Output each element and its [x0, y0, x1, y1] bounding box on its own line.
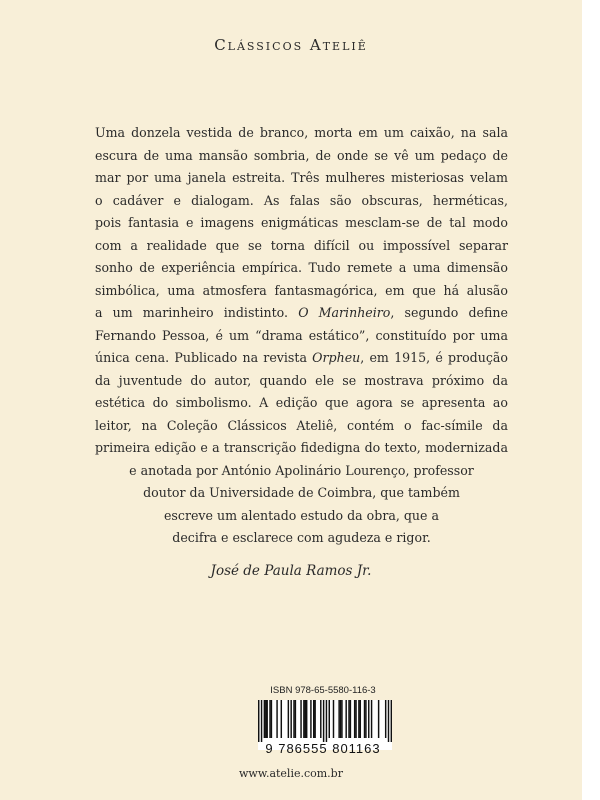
- magazine-title-italic: Orpheu: [312, 350, 361, 365]
- isbn-label: ISBN 978-65-5580-116-3: [270, 685, 376, 696]
- blurb-line: leitor, na Coleção Clássicos Ateliê, contém o fac-símile da: [95, 417, 508, 433]
- barcode-bar: [350, 700, 351, 738]
- barcode-bar: [303, 700, 304, 738]
- barcode-bar: [341, 700, 342, 738]
- blurb-line: decifra e esclarece com agudeza e rigor.: [172, 530, 431, 545]
- barcode-bar: [354, 700, 355, 738]
- blurb-line: estética do simbolismo. A edição que agora se apresenta ao: [95, 395, 508, 410]
- blurb-line: escura de uma mansão sombria, de onde se vê um pedaço de: [95, 147, 508, 163]
- barcode-bar: [326, 700, 327, 742]
- barcode-bar: [305, 700, 306, 738]
- barcode-bar: [368, 700, 369, 738]
- book-title-italic: O Marinheiro: [298, 305, 391, 320]
- barcode-bar: [295, 700, 296, 738]
- blurb-line: pois fantasia e imagens enigmáticas mesclam-se de tal modo: [95, 215, 508, 230]
- blurb-line: Uma donzela vestida de branco, morta em um caixão, na sala: [95, 125, 508, 140]
- barcode-bar: [320, 700, 321, 738]
- blurb-line: com a realidade que se torna difícil ou impossível separar: [95, 237, 508, 253]
- barcode-bar: [281, 700, 282, 738]
- barcode-bar: [378, 700, 379, 738]
- barcode-bar: [313, 700, 314, 738]
- barcode-bar: [293, 700, 294, 738]
- barcode-bar: [348, 700, 349, 738]
- blurb-line: [95, 347, 508, 370]
- blurb-line: da juventude do autor, quando ele se mostrava próximo da: [95, 372, 508, 388]
- barcode-bar: [271, 700, 272, 738]
- barcode-bar: [371, 700, 372, 738]
- barcode-bar: [310, 700, 311, 738]
- barcode-bar: [261, 700, 262, 742]
- blurb-line-part: , em 1915, é produção: [360, 350, 508, 365]
- barcode-bar: [358, 700, 359, 738]
- blurb-line: [95, 302, 508, 325]
- barcode-bar: [355, 700, 356, 738]
- barcode-bar: [264, 700, 265, 738]
- blurb-line: escreve um alentado estudo da obra, que a: [163, 507, 439, 523]
- barcode-bar: [329, 700, 330, 738]
- barcode-bar: [340, 700, 341, 738]
- barcode-bar: [265, 700, 266, 738]
- blurb-author: José de Paula Ramos Jr.: [210, 563, 372, 579]
- barcode-bar: [345, 700, 346, 738]
- barcode-bar: [300, 700, 301, 738]
- publisher-website[interactable]: www.atelie.com.br: [239, 767, 343, 780]
- blurb-line: sonho de experiência empírica. Tudo remete a uma dimensão: [95, 260, 508, 275]
- barcode-bar: [314, 700, 315, 738]
- barcode-bar: [385, 700, 386, 738]
- barcode-bar: [391, 700, 392, 742]
- barcode-bar: [288, 700, 289, 738]
- barcode-bar: [364, 700, 365, 738]
- barcode-digits: 9 786555 801163: [265, 741, 381, 756]
- blurb-line: Fernando Pessoa, é um “drama estático”, constituído por uma: [95, 327, 508, 343]
- page-edge: [582, 0, 600, 800]
- barcode-bar: [388, 700, 389, 742]
- barcode-bar: [276, 700, 277, 738]
- barcode-bar: [333, 700, 334, 738]
- blurb-text: [95, 122, 508, 550]
- barcode-bar: [290, 700, 291, 738]
- blurb-line: primeira edição e a transcrição fidedigna do texto, modernizada: [95, 440, 508, 455]
- barcode-bar: [258, 700, 259, 742]
- series-title: Clássicos Ateliê: [214, 36, 368, 54]
- blurb-line-part: única cena. Publicado na revista: [95, 350, 307, 365]
- barcode-bar: [360, 700, 361, 738]
- barcode-bar: [269, 700, 270, 738]
- blurb-line: e anotada por António Apolinário Lourenço, professor: [129, 462, 474, 478]
- blurb-line: doutor da Universidade de Coimbra, que também: [143, 485, 460, 500]
- barcode-bar: [306, 700, 307, 738]
- blurb-line-part: a um marinheiro indistinto.: [95, 305, 289, 320]
- blurb-line: simbólica, uma atmosfera fantasmagórica, em que há alusão: [95, 282, 508, 298]
- blurb-line-part: , segundo define: [390, 305, 508, 320]
- barcode-bars: [258, 700, 392, 742]
- blurb-line: mar por uma janela estreita. Três mulheres misteriosas velam: [95, 170, 508, 185]
- blurb-line: o cadáver e dialogam. As falas são obscuras, herméticas,: [95, 192, 508, 208]
- barcode-bar: [323, 700, 324, 742]
- barcode-bar: [338, 700, 339, 738]
- barcode-bar: [365, 700, 366, 738]
- barcode-bar: [266, 700, 267, 738]
